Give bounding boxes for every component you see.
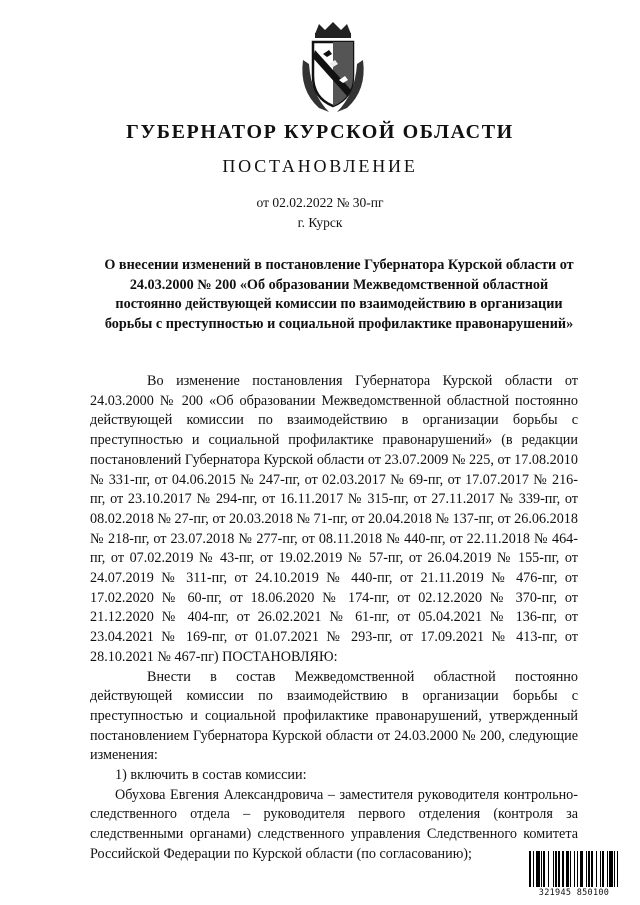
barcode-bars — [529, 851, 619, 887]
document-city: г. Курск — [297, 215, 343, 230]
document-subject: О внесении изменений в постановление Губернатора Курской области от 24.03.2000 № 200 «Об образовании Межведомственной областной постоянно действующей комиссии по взаимодействию в организации борьбы с преступностью и социальной профилактике правонарушений» — [104, 257, 574, 332]
body-paragraph-member: Обухова Евгения Александровича – заместителя руководителя контрольно-следственного отдела – руководителя первого отделения (контроля за следственными органами) следственного управления Следственного комитета Российской Федерации по Курской области (по согласованию); — [90, 786, 578, 862]
barcode-number: 321945 850100 — [538, 888, 610, 898]
body-paragraph-preamble: Во изменение постановления Губернатора Курской области от 24.03.2000 № 200 «Об образовании Межведомственной областной постоянно действующей комиссии по взаимодействию в организации борьбы с преступностью и социальной профилактике правонарушений» (в редакции постановлений Губернатора Курской области от 23.07.2009 № 225, от 17.08.2010 № 331-пг, от 04.06.2015 № 247-пг, от 02.03.2017 № 69-пг, от 17.07.2017 № 216-пг, от 23.10.2017 № 294-пг, от 16.11.2017 № 315-пг, от 27.11.2017 № 339-пг, от 08.02.2018 № 27-пг, от 20.03.2018 № 71-пг, от 20.04.2018 № 137-пг, от 26.06.2018 № 218-пг, от 23.07.2018 № 277-пг, от 08.11.2018 № 440-пг, от 22.11.2018 № 464-пг, от 07.02.2019 № 43-пг, от 19.02.2019 № 57-пг, от 26.04.2019 № 155-пг, от 24.07.2019 № 311-пг, от 24.10.2019 № 440-пг, от 21.11.2019 № 476-пг, от 17.02.2020 № 60-пг, от 18.06.2020 № 174-пг, от 02.12.2020 № 370-пг, от 21.12.2020 № 404-пг, от 26.02.2021 № 61-пг, от 05.04.2021 № 136-пг, от 23.04.2021 № 169-пг, от 01.07.2021 № 293-пг, от 17.09.2021 № 413-пг, от 28.10.2021 № 467-пг) ПОСТАНОВЛЯЮ: — [90, 373, 578, 665]
coat-of-arms-emblem — [293, 20, 373, 116]
document-barcode — [529, 851, 619, 899]
governor-title: ГУБЕРНАТОР КУРСКОЙ ОБЛАСТИ — [126, 121, 514, 143]
body-paragraph-changes: Внести в состав Межведомственной областной постоянно действующей комиссии по взаимодействию в организации борьбы с преступностью и социальной профилактике правонарушений, утвержденный постановлением Губернатора Курской области от 24.03.2000 № 200, следующие изменения: — [90, 668, 578, 764]
document-body — [90, 372, 578, 865]
document-type: ПОСТАНОВЛЕНИЕ — [222, 156, 418, 176]
document-date-number: от 02.02.2022 № 30-пг — [256, 195, 384, 210]
body-paragraph-item-1: 1) включить в состав комиссии: — [115, 767, 307, 784]
